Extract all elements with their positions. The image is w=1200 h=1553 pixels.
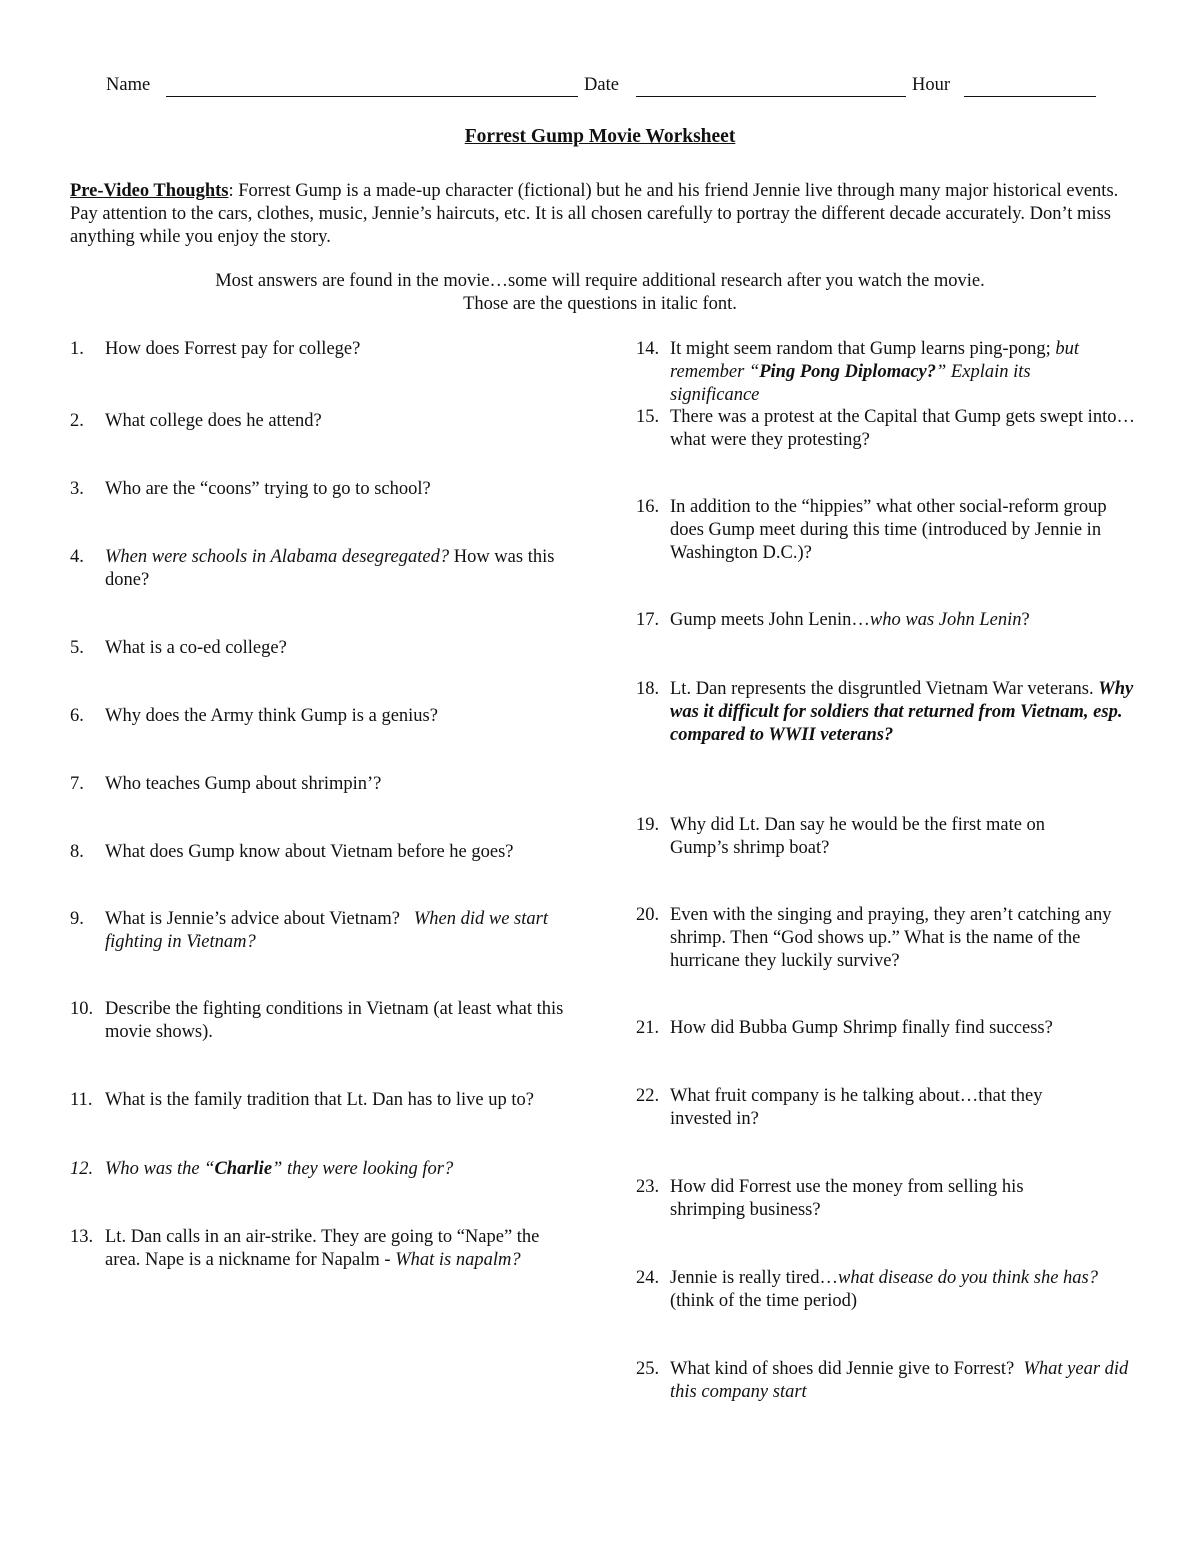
question-text: What is the family tradition that Lt. Dan has to live up to? xyxy=(105,1090,534,1110)
question-number: 21. xyxy=(636,1018,660,1038)
hour-blank[interactable] xyxy=(964,96,1096,97)
question-number: 14. xyxy=(636,339,660,359)
question-number: 8. xyxy=(70,842,84,862)
name-blank[interactable] xyxy=(166,96,578,97)
question-text-italic: ” Explain its significance xyxy=(670,362,1031,405)
question-number: 7. xyxy=(70,774,84,794)
student-info-header xyxy=(106,72,1096,100)
question-text: Even with the singing and praying, they aren’t catching any shrimp. Then “God shows up.” What is the name of the hurricane they luckily survive? xyxy=(670,905,1112,971)
question-number: 5. xyxy=(70,638,84,658)
page-title: Forrest Gump Movie Worksheet xyxy=(464,126,736,147)
question-number: 16. xyxy=(636,497,660,517)
question-4 xyxy=(70,546,560,592)
question-13 xyxy=(70,1226,550,1272)
question-number: 20. xyxy=(636,905,660,925)
pre-video-thoughts xyxy=(70,180,1132,249)
question-16 xyxy=(636,496,1116,565)
question-text: Gump meets John Lenin… xyxy=(670,610,870,630)
question-text: Who was the “ xyxy=(105,1159,215,1179)
question-text: How does Forrest pay for college? xyxy=(105,339,361,359)
question-5 xyxy=(70,637,570,660)
pre-video-text: : Forrest Gump is a made-up character (fictional) but he and his friend Jennie live through many major historical events. Pay attention to the cars, clothes, music, Jennie’s haircuts, etc. It is all chosen carefully to portray the different decade accurately. Don’t miss anything while you enjoy the story. xyxy=(70,181,1119,247)
question-20 xyxy=(636,904,1136,973)
question-text: How did Bubba Gump Shrimp finally find success? xyxy=(670,1018,1053,1038)
question-number: 2. xyxy=(70,411,84,431)
question-text: (think of the time period) xyxy=(670,1291,858,1311)
question-text-italic: who was John Lenin xyxy=(869,610,1022,630)
question-text-bold-italic: Ping Pong Diplomacy? xyxy=(759,362,937,382)
question-text: What is Jennie’s advice about Vietnam? xyxy=(105,909,414,929)
question-18 xyxy=(636,678,1136,747)
question-number: 15. xyxy=(636,407,660,427)
instructions-note xyxy=(0,270,1200,316)
question-text-italic: what disease do you think she has? xyxy=(838,1268,1099,1288)
question-7 xyxy=(70,773,570,796)
question-text-italic: When did we start fighting in Vietnam? xyxy=(105,909,548,952)
question-text-italic: but remember “ xyxy=(670,339,1079,382)
question-19 xyxy=(636,814,1076,860)
question-text: Why does the Army think Gump is a genius? xyxy=(105,706,438,726)
question-number: 13. xyxy=(70,1227,94,1247)
question-text: Jennie is really tired… xyxy=(670,1268,838,1288)
question-number: 24. xyxy=(636,1268,660,1288)
question-text: There was a protest at the Capital that Gump gets swept into…what were they protesting? xyxy=(670,407,1135,450)
question-text-bold: Charlie xyxy=(214,1159,273,1179)
question-22 xyxy=(636,1085,1076,1131)
question-text: How was this done? xyxy=(105,547,555,590)
question-6 xyxy=(70,705,570,728)
question-number: 10. xyxy=(70,999,94,1019)
question-10 xyxy=(70,998,570,1044)
question-21 xyxy=(636,1017,1136,1040)
question-text: Who are the “coons” trying to go to school? xyxy=(105,479,431,499)
question-text: How did Forrest use the money from selling his shrimping business? xyxy=(670,1177,1024,1220)
question-11 xyxy=(70,1089,570,1112)
question-17 xyxy=(636,609,1136,632)
pre-video-label: Pre-Video Thoughts xyxy=(70,181,229,201)
question-2 xyxy=(70,410,570,433)
question-23 xyxy=(636,1176,1076,1222)
question-number: 18. xyxy=(636,679,660,699)
question-14 xyxy=(636,338,1116,407)
question-number: 22. xyxy=(636,1086,660,1106)
question-text: What kind of shoes did Jennie give to Forrest? xyxy=(670,1359,1024,1379)
question-text: Describe the fighting conditions in Vietnam (at least what this movie shows). xyxy=(105,999,564,1042)
question-text-italic: What is napalm? xyxy=(395,1250,521,1270)
question-text: ? xyxy=(1021,610,1030,630)
question-text: What fruit company is he talking about…that they invested in? xyxy=(670,1086,1043,1129)
question-3 xyxy=(70,478,570,501)
question-number: 19. xyxy=(636,815,660,835)
question-12 xyxy=(70,1158,570,1181)
question-24 xyxy=(636,1267,1136,1313)
question-text: What college does he attend? xyxy=(105,411,322,431)
question-text: Lt. Dan represents the disgruntled Vietnam War veterans. xyxy=(670,679,1099,699)
question-text: Lt. Dan calls in an air-strike. They are going to “Nape” the area. Nape is a nickname for Napalm - xyxy=(105,1227,540,1270)
question-text: It might seem random that Gump learns ping-pong; xyxy=(670,339,1056,359)
question-text: What does Gump know about Vietnam before he goes? xyxy=(105,842,514,862)
question-number: 17. xyxy=(636,610,660,630)
question-number: 3. xyxy=(70,479,84,499)
question-number: 12. xyxy=(70,1159,94,1179)
question-number: 23. xyxy=(636,1177,660,1197)
question-number: 25. xyxy=(636,1359,660,1379)
question-number: 4. xyxy=(70,547,84,567)
question-text-bold-italic: Why was it difficult for soldiers that returned from Vietnam, esp. compared to WWII veterans? xyxy=(670,679,1134,745)
question-number: 9. xyxy=(70,909,84,929)
question-text: Why did Lt. Dan say he would be the first mate on Gump’s shrimp boat? xyxy=(670,815,1046,858)
date-blank[interactable] xyxy=(636,96,906,97)
question-9 xyxy=(70,908,560,954)
date-label: Date xyxy=(584,75,619,95)
note-line-1: Most answers are found in the movie…some will require additional research after you watch the movie. xyxy=(215,271,985,291)
question-text: Who teaches Gump about shrimpin’? xyxy=(105,774,382,794)
name-label: Name xyxy=(106,75,151,95)
question-8 xyxy=(70,841,570,864)
hour-label: Hour xyxy=(912,75,951,95)
question-text-italic: When were schools in Alabama desegregated? xyxy=(105,547,450,567)
question-text: What is a co-ed college? xyxy=(105,638,287,658)
question-number: 6. xyxy=(70,706,84,726)
question-1 xyxy=(70,338,570,361)
question-number: 1. xyxy=(70,339,84,359)
question-text: In addition to the “hippies” what other social-reform group does Gump meet during this time (introduced by Jennie in Washington D.C.)? xyxy=(670,497,1107,563)
question-text: ” they were looking for? xyxy=(272,1159,454,1179)
question-number: 11. xyxy=(70,1090,93,1110)
question-15 xyxy=(636,406,1136,452)
question-text-italic: What year did this company start xyxy=(670,1359,1129,1402)
question-25 xyxy=(636,1358,1136,1404)
note-line-2: Those are the questions in italic font. xyxy=(463,294,737,314)
